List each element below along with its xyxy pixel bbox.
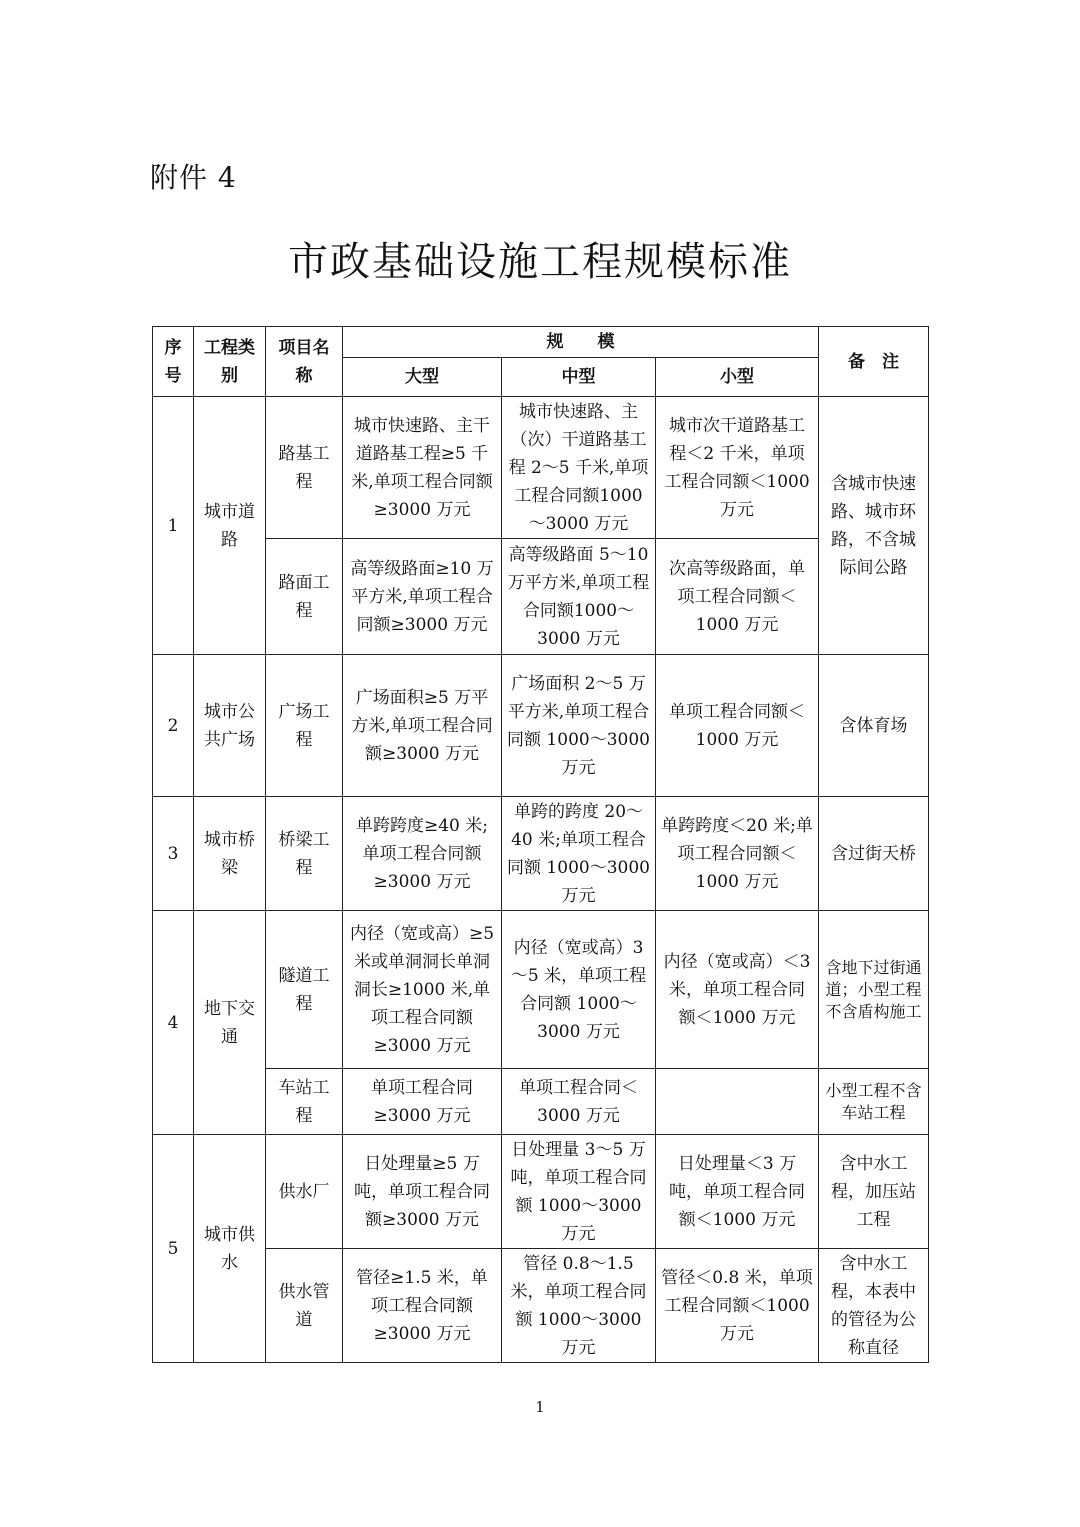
cell-small: 单项工程合同额＜1000 万元 bbox=[656, 655, 819, 797]
cell-small: 管径＜0.8 米，单项工程合同额＜1000 万元 bbox=[656, 1249, 819, 1363]
cell-remarks: 含过街天桥 bbox=[819, 797, 929, 911]
cell-item: 路基工程 bbox=[266, 397, 343, 539]
cell-category: 城市道路 bbox=[194, 397, 266, 655]
cell-seq: 2 bbox=[153, 655, 194, 797]
cell-category: 地下交通 bbox=[194, 911, 266, 1135]
cell-medium: 管径 0.8～1.5 米，单项工程合同额 1000～3000 万元 bbox=[502, 1249, 656, 1363]
cell-medium: 内径（宽或高）3～5 米，单项工程合同额 1000～3000 万元 bbox=[502, 911, 656, 1069]
cell-item: 隧道工程 bbox=[266, 911, 343, 1069]
attachment-label: 附件 4 bbox=[150, 161, 237, 194]
cell-remarks: 含体育场 bbox=[819, 655, 929, 797]
cell-medium: 单跨的跨度 20～40 米;单项工程合同额 1000～3000 万元 bbox=[502, 797, 656, 911]
cell-small: 单跨跨度＜20 米;单项工程合同额＜1000 万元 bbox=[656, 797, 819, 911]
cell-category: 城市公共广场 bbox=[194, 655, 266, 797]
scale-standard-table bbox=[152, 326, 929, 1363]
cell-large: 单跨跨度≥40 米;单项工程合同额≥3000 万元 bbox=[343, 797, 502, 911]
cell-seq: 1 bbox=[153, 397, 194, 655]
cell-medium: 广场面积 2～5 万平方米,单项工程合同额 1000～3000 万元 bbox=[502, 655, 656, 797]
page-title: 市政基础设施工程规模标准 bbox=[288, 239, 792, 285]
cell-large: 单项工程合同≥3000 万元 bbox=[343, 1069, 502, 1135]
header-item: 项目名称 bbox=[266, 327, 343, 397]
header-seq: 序号 bbox=[153, 327, 194, 397]
table-row bbox=[153, 911, 929, 1069]
table-row bbox=[153, 1135, 929, 1249]
table-row bbox=[153, 1069, 929, 1135]
cell-small: 城市次干道路基工程＜2 千米，单项工程合同额＜1000 万元 bbox=[656, 397, 819, 539]
table-row bbox=[153, 1249, 929, 1363]
cell-small: 日处理量＜3 万吨，单项工程合同额＜1000 万元 bbox=[656, 1135, 819, 1249]
cell-seq: 4 bbox=[153, 911, 194, 1135]
table-row bbox=[153, 797, 929, 911]
cell-large: 日处理量≥5 万吨，单项工程合同额≥3000 万元 bbox=[343, 1135, 502, 1249]
cell-item: 供水管道 bbox=[266, 1249, 343, 1363]
cell-remarks: 含中水工程，加压站工程 bbox=[819, 1135, 929, 1249]
header-large: 大型 bbox=[343, 358, 502, 397]
cell-large: 内径（宽或高）≥5 米或单洞洞长单洞洞长≥1000 米,单项工程合同额≥3000 万元 bbox=[343, 911, 502, 1069]
cell-remarks: 含地下过街通道；小型工程不含盾构施工 bbox=[819, 911, 929, 1069]
cell-small: 内径（宽或高）＜3 米，单项工程合同额＜1000 万元 bbox=[656, 911, 819, 1069]
cell-small: 次高等级路面，单项工程合同额＜1000 万元 bbox=[656, 539, 819, 655]
cell-category: 城市供水 bbox=[194, 1135, 266, 1363]
header-remarks: 备 注 bbox=[819, 327, 929, 397]
page-number: 1 bbox=[535, 1398, 545, 1416]
cell-item: 路面工程 bbox=[266, 539, 343, 655]
table-row bbox=[153, 655, 929, 797]
cell-seq: 5 bbox=[153, 1135, 194, 1363]
header-small: 小型 bbox=[656, 358, 819, 397]
cell-category: 城市桥梁 bbox=[194, 797, 266, 911]
table-row bbox=[153, 539, 929, 655]
table-row bbox=[153, 397, 929, 539]
header-scale: 规 模 bbox=[343, 327, 819, 358]
cell-remarks: 含城市快速路、城市环路，不含城际间公路 bbox=[819, 397, 929, 655]
cell-item: 桥梁工程 bbox=[266, 797, 343, 911]
header-medium: 中型 bbox=[502, 358, 656, 397]
cell-medium: 城市快速路、主（次）干道路基工程 2～5 千米,单项工程合同额1000～3000 万元 bbox=[502, 397, 656, 539]
cell-large: 管径≥1.5 米，单项工程合同额≥3000 万元 bbox=[343, 1249, 502, 1363]
cell-item: 供水厂 bbox=[266, 1135, 343, 1249]
cell-large: 城市快速路、主干道路基工程≥5 千米,单项工程合同额≥3000 万元 bbox=[343, 397, 502, 539]
cell-large: 广场面积≥5 万平方米,单项工程合同额≥3000 万元 bbox=[343, 655, 502, 797]
cell-medium: 高等级路面 5～10 万平方米,单项工程合同额1000～3000 万元 bbox=[502, 539, 656, 655]
cell-small bbox=[656, 1069, 819, 1135]
cell-item: 广场工程 bbox=[266, 655, 343, 797]
cell-remarks: 含中水工程，本表中的管径为公称直径 bbox=[819, 1249, 929, 1363]
cell-medium: 日处理量 3～5 万吨，单项工程合同额 1000～3000 万元 bbox=[502, 1135, 656, 1249]
cell-seq: 3 bbox=[153, 797, 194, 911]
cell-large: 高等级路面≥10 万平方米,单项工程合同额≥3000 万元 bbox=[343, 539, 502, 655]
cell-item: 车站工程 bbox=[266, 1069, 343, 1135]
cell-medium: 单项工程合同＜3000 万元 bbox=[502, 1069, 656, 1135]
cell-remarks: 小型工程不含车站工程 bbox=[819, 1069, 929, 1135]
header-category: 工程类别 bbox=[194, 327, 266, 397]
